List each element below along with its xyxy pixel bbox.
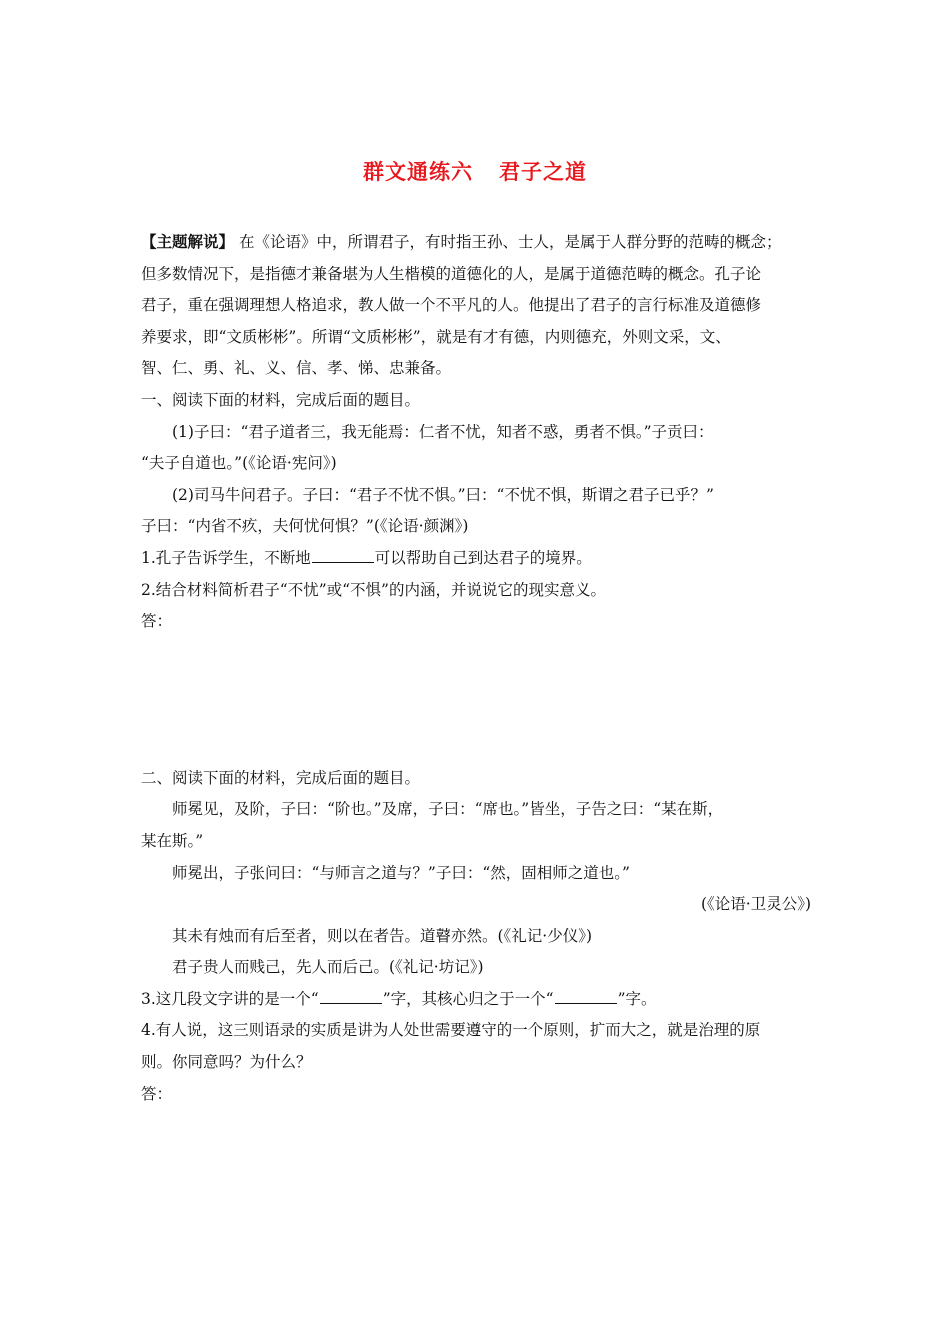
s2-material4: 君子贵人而贱己，先人而后己。(《礼记·坊记》) [172, 958, 484, 977]
question-3: 3.这几段文字讲的是一个“ ”字，其核心归之于一个“ ”字。 [141, 989, 657, 1008]
intro-line-4: 养要求，即“文质彬彬”。所谓“文质彬彬”，就是有才有德，内则德充，外则文采，文、 [141, 327, 731, 346]
intro-line-5: 智、仁、勇、礼、义、信、孝、悌、忠兼备。 [141, 359, 452, 378]
s2-material3: 其未有烛而有后至者，则以在者告。道瞽亦然。(《礼记·少仪》) [172, 926, 593, 945]
title-topic: 君子之道 [499, 160, 587, 184]
document-body [141, 227, 831, 1260]
fill-blank-1[interactable] [312, 548, 374, 563]
s2-material2-line1: 师冕出，子张问曰：“与师言之道与？”子曰：“然，固相师之道也。” [172, 863, 630, 882]
answer-label-2: 答： [141, 1084, 173, 1103]
s1-material2-line1: (2)司马牛问君子。子曰：“君子不忧不惧。”曰：“不忧不惧，斯谓之君子已乎？” [172, 485, 714, 504]
s2-material1-line2: 某在斯。” [141, 831, 204, 850]
intro-line-1: 【主题解说】 在《论语》中，所谓君子，有时指王孙、士人，是属于人群分野的范畴的概念； [141, 233, 782, 251]
s2-material2-source: (《论语·卫灵公》) [700, 895, 811, 914]
title-series: 群文通练六 [363, 160, 473, 184]
s1-material1-line1: (1)子曰：“君子道者三，我无能焉：仁者不忧，知者不惑，勇者不惧。”子贡曰： [172, 422, 714, 441]
section2-heading: 二、阅读下面的材料，完成后面的题目。 [141, 768, 421, 787]
question-4-line1: 4.有人说，这三则语录的实质是讲为人处世需要遵守的一个原则，扩而大之，就是治理的原 [141, 1021, 761, 1040]
answer-area-1[interactable] [141, 638, 831, 763]
question-1: 1.孔子告诉学生，不断地 可以帮助自己到达君子的境界。 [141, 548, 592, 567]
theme-label: 【主题解说】 [141, 233, 235, 251]
question-4-line2: 则。你同意吗？为什么？ [141, 1053, 312, 1072]
answer-area-2[interactable] [141, 1110, 831, 1260]
page-title [0, 156, 950, 186]
answer-label-1: 答： [141, 612, 173, 631]
fill-blank-3a[interactable] [320, 989, 382, 1004]
s2-material1-line1: 师冕见，及阶，子曰：“阶也。”及席，子曰：“席也。”皆坐，子告之曰：“某在斯， [172, 800, 724, 819]
question-2: 2.结合材料简析君子“不忧”或“不惧”的内涵，并说说它的现实意义。 [141, 580, 606, 599]
s1-material2-line2: 子曰：“内省不疚，夫何忧何惧？”(《论语·颜渊》) [141, 517, 469, 536]
fill-blank-3b[interactable] [555, 989, 617, 1004]
intro-line-2: 但多数情况下，是指德才兼备堪为人生楷模的道德化的人，是属于道德范畴的概念。孔子论 [141, 264, 762, 283]
intro-line-3: 君子，重在强调理想人格追求，教人做一个不平凡的人。他提出了君子的言行标准及道德修 [141, 296, 762, 315]
s1-material1-line2: “夫子自道也。”(《论语·宪问》) [141, 454, 337, 473]
section1-heading: 一、阅读下面的材料，完成后面的题目。 [141, 390, 421, 409]
